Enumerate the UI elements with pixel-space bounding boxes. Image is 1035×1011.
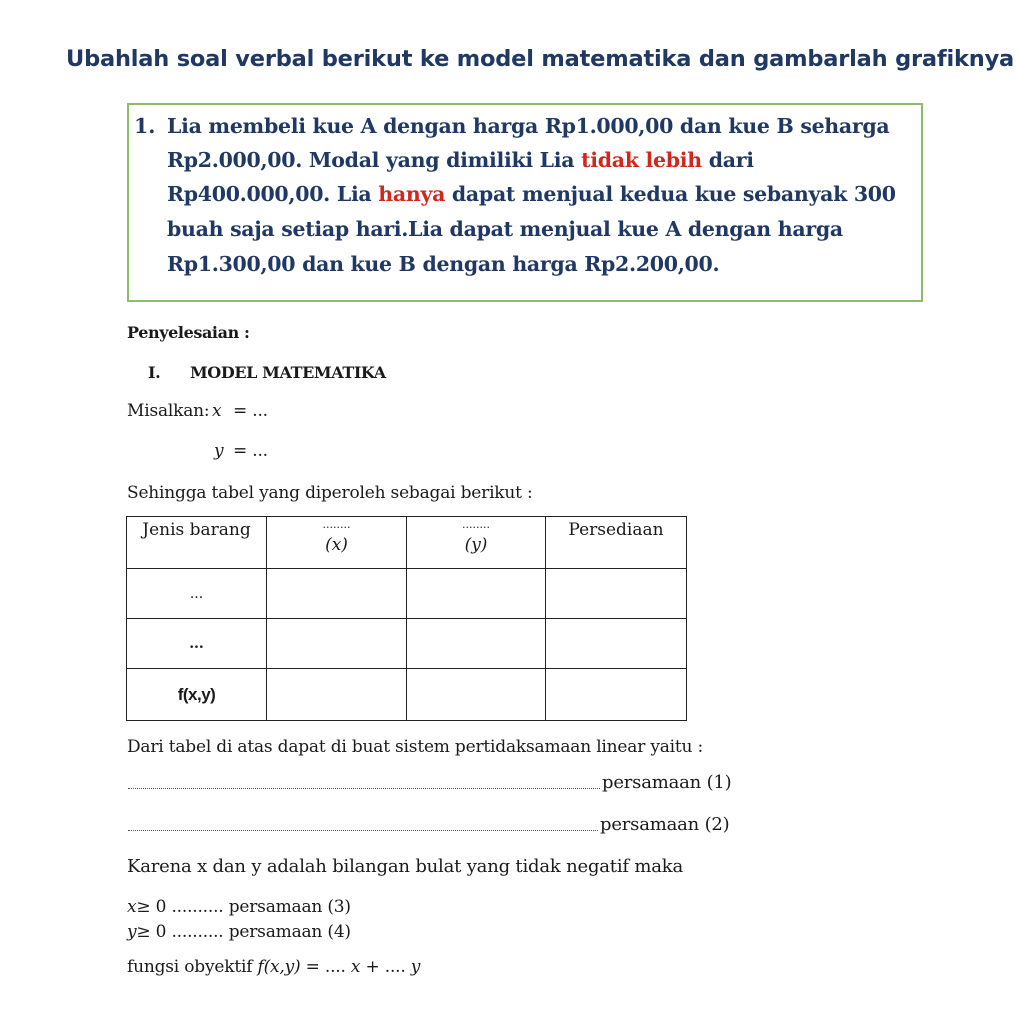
table-cell [267,619,407,669]
constraint-3-text: ≥ 0 .......... persamaan (3) [136,897,351,917]
header-x-dots: ........ [322,518,351,531]
y-definition: = ... [233,441,268,461]
table-row [127,619,687,669]
misalkan-label: Misalkan: [127,401,210,421]
equation-1-label: persamaan (1) [602,772,732,793]
highlight-hanya: hanya [378,182,446,206]
problem-line-2 [167,148,754,172]
problem-line-2-text: Rp2.000,00. Modal yang dimiliki Lia [167,148,582,172]
objective-x: x [350,957,361,977]
page-title: Ubahlah soal verbal berikut ke model matematika dan gambarlah grafiknya [66,46,1015,72]
inequality-intro: Dari tabel di atas dapat di buat sistem pertidaksamaan linear yaitu : [127,737,704,757]
table-cell [546,569,687,619]
constraint-4-text: ≥ 0 .......... persamaan (4) [136,922,351,942]
problem-line-3-text: Rp400.000,00. Lia [167,182,379,206]
problem-line-3-tail: dapat menjual kedua kue sebanyak 300 [445,182,896,206]
objective-mid: = .... [300,957,351,977]
row-label: ... [127,619,267,669]
table-header-row [127,517,687,569]
objective-fn: f(x,y) [257,957,301,977]
highlight-tidak-lebih: tidak lebih [581,148,702,172]
table-cell [407,619,546,669]
objective-function [127,957,420,977]
table-row [127,569,687,619]
problem-line-2-tail: dari [701,148,754,172]
section-title: MODEL MATEMATIKA [190,363,386,382]
blank-line-2 [128,830,598,831]
header-persediaan-text: Persediaan [568,520,664,540]
table-cell [407,569,546,619]
objective-plus: + .... [360,957,411,977]
header-persediaan [546,517,687,569]
row-label: ... [127,569,267,619]
blank-line-1 [128,788,600,789]
table-intro: Sehingga tabel yang diperoleh sebagai berikut : [127,483,533,503]
header-jenis-barang-text: Jenis barang [142,520,251,540]
header-x-var: (x) [325,535,348,555]
header-y [407,517,546,569]
problem-line-5: Rp1.300,00 dan kue B dengan harga Rp2.200,00. [167,252,720,276]
table-cell [267,669,407,721]
constraint-4 [127,922,351,942]
table-row [127,669,687,721]
problem-number: 1. [134,114,156,138]
objective-y: y [410,957,421,977]
constraint-3 [127,897,351,917]
equation-2-label: persamaan (2) [600,814,730,835]
table-cell [546,619,687,669]
objective-prefix: fungsi obyektif [127,957,258,977]
section-number: I. [148,363,161,382]
y-variable: y [214,441,224,461]
solution-heading: Penyelesaian : [127,323,250,342]
row-label-objective: f(x,y) [127,669,267,721]
constraint-4-var: y [127,922,137,942]
problem-line-3 [167,182,896,206]
nonnegative-text: Karena x dan y adalah bilangan bulat yang tidak negatif maka [127,856,684,877]
constraint-3-var: x [127,897,137,917]
table-cell [546,669,687,721]
header-y-dots: ........ [462,518,490,531]
header-jenis-barang [127,517,267,569]
x-definition: = ... [233,401,268,421]
problem-line-4: buah saja setiap hari.Lia dapat menjual kue A dengan harga [167,217,843,241]
table-cell [267,569,407,619]
data-table [126,516,687,721]
x-variable: x [212,401,222,421]
problem-line-1: Lia membeli kue A dengan harga Rp1.000,00 dan kue B seharga [167,114,890,138]
header-x [267,517,407,569]
table-cell [407,669,546,721]
header-y-var: (y) [464,535,488,555]
